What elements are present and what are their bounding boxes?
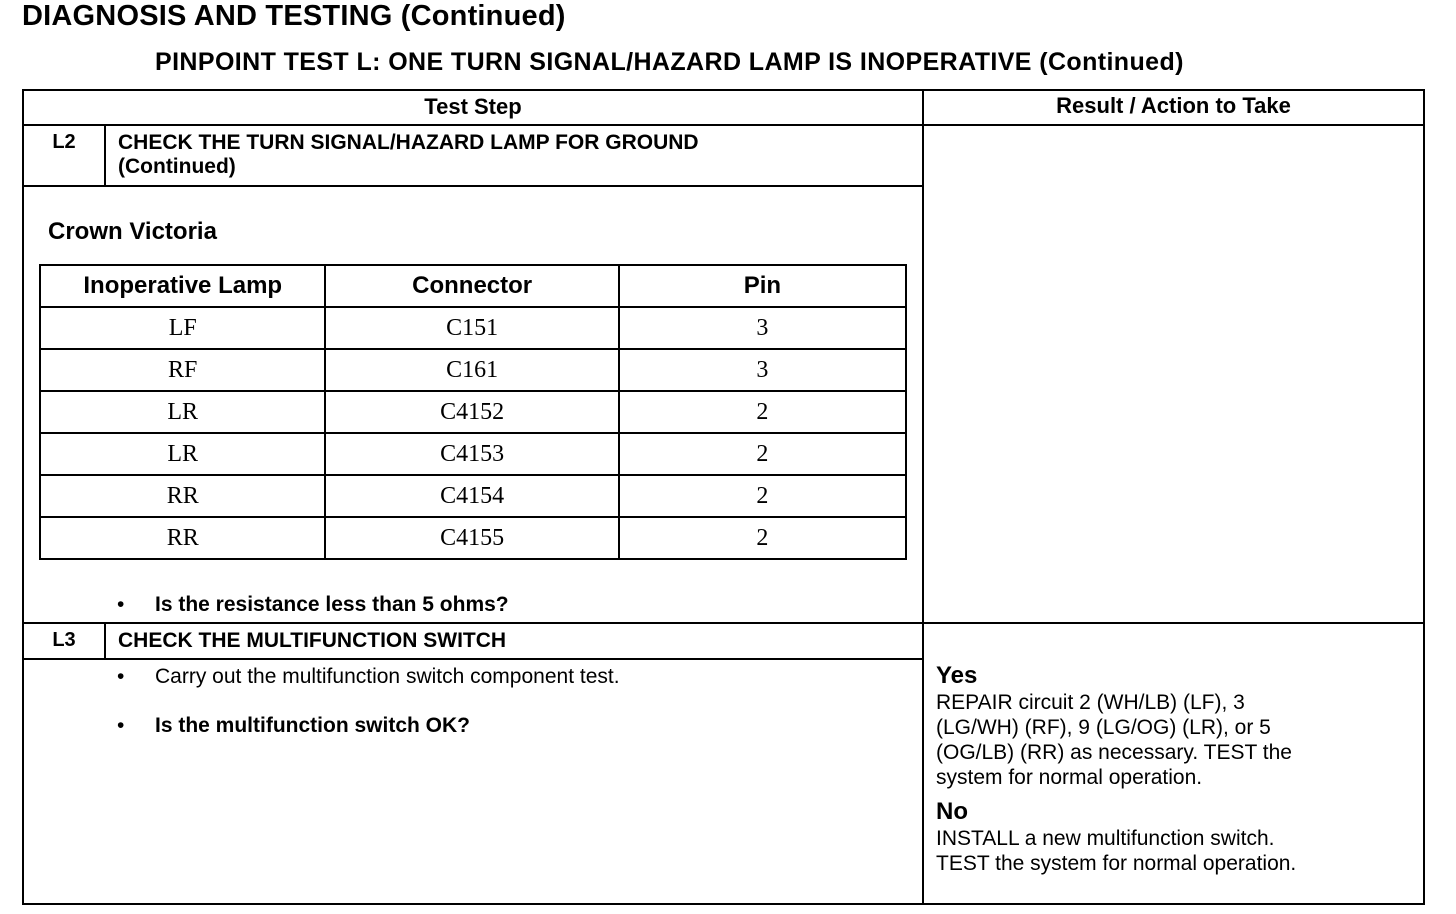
- table-row: [40, 349, 906, 391]
- bullet-glyph: •: [117, 665, 125, 688]
- cell-lamp: LR: [40, 433, 325, 475]
- l3-question-text: Is the multifunction switch OK?: [155, 714, 470, 737]
- cell-lamp: RR: [40, 517, 325, 559]
- cell-connector: C161: [325, 349, 618, 391]
- l2-id-divider: [104, 125, 106, 186]
- cell-pin: 3: [619, 307, 906, 349]
- cell-lamp: LF: [40, 307, 325, 349]
- step-id-l3: L3: [52, 629, 76, 651]
- bullet-glyph: •: [117, 714, 125, 737]
- result-no-line2: TEST the system for normal operation.: [936, 852, 1297, 875]
- table-row: [40, 475, 906, 517]
- result-yes-label: Yes: [936, 662, 978, 689]
- table-row: [40, 433, 906, 475]
- step-title-l2-line1: CHECK THE TURN SIGNAL/HAZARD LAMP FOR GROUND: [118, 131, 699, 154]
- cell-lamp: RF: [40, 349, 325, 391]
- result-no-line1: INSTALL a new multifunction switch.: [936, 827, 1275, 850]
- frame-left: [22, 89, 24, 905]
- cell-connector: C4152: [325, 391, 618, 433]
- cell-pin: 2: [619, 433, 906, 475]
- header-bottom-rule: [22, 124, 1425, 126]
- result-yes-line4: system for normal operation.: [936, 766, 1203, 789]
- cell-connector: C151: [325, 307, 618, 349]
- header-test-step: Test Step: [424, 94, 522, 119]
- result-yes-line1: REPAIR circuit 2 (WH/LB) (LF), 3: [936, 691, 1245, 714]
- vehicle-label: Crown Victoria: [48, 218, 217, 245]
- table-row: [40, 307, 906, 349]
- step-title-l3: CHECK THE MULTIFUNCTION SWITCH: [118, 629, 507, 652]
- page-title: DIAGNOSIS AND TESTING (Continued): [22, 0, 566, 32]
- l3-title-bottom-rule: [22, 658, 924, 660]
- cell-pin: 2: [619, 517, 906, 559]
- l3-results: [936, 662, 1416, 876]
- cell-lamp: LR: [40, 391, 325, 433]
- result-yes-line3: (OG/LB) (RR) as necessary. TEST the: [936, 741, 1292, 764]
- cell-connector: C4155: [325, 517, 618, 559]
- result-yes-line2: (LG/WH) (RF), 9 (LG/OG) (LR), or 5: [936, 716, 1271, 739]
- l3-top-rule: [22, 622, 1425, 624]
- frame-top: [22, 89, 1425, 91]
- header-result-action: Result / Action to Take: [1056, 93, 1291, 118]
- frame-bottom: [22, 903, 1425, 905]
- cell-connector: C4153: [325, 433, 618, 475]
- l3-id-divider: [104, 623, 106, 659]
- step-title-l2: [118, 131, 699, 179]
- l3-action-text: Carry out the multifunction switch component test.: [155, 665, 620, 688]
- th-pin: Pin: [619, 265, 906, 307]
- table-row: [40, 391, 906, 433]
- step-id-l2: L2: [52, 131, 76, 153]
- lamp-table-header: [40, 265, 906, 307]
- th-connector: Connector: [325, 265, 618, 307]
- th-inoperative-lamp: Inoperative Lamp: [40, 265, 325, 307]
- table-row: [40, 517, 906, 559]
- frame-right: [1423, 89, 1425, 905]
- bullet-glyph: •: [117, 593, 125, 616]
- cell-pin: 2: [619, 475, 906, 517]
- step-title-l2-line2: (Continued): [118, 155, 236, 178]
- result-no-label: No: [936, 798, 968, 825]
- column-divider: [922, 89, 924, 905]
- l2-question-text: Is the resistance less than 5 ohms?: [155, 593, 509, 616]
- cell-lamp: RR: [40, 475, 325, 517]
- cell-pin: 3: [619, 349, 906, 391]
- cell-pin: 2: [619, 391, 906, 433]
- l2-title-bottom-rule: [22, 185, 924, 187]
- lamp-connector-table: [39, 264, 907, 560]
- cell-connector: C4154: [325, 475, 618, 517]
- pinpoint-test-title: PINPOINT TEST L: ONE TURN SIGNAL/HAZARD LAMP IS INOPERATIVE (Continued): [155, 48, 1184, 76]
